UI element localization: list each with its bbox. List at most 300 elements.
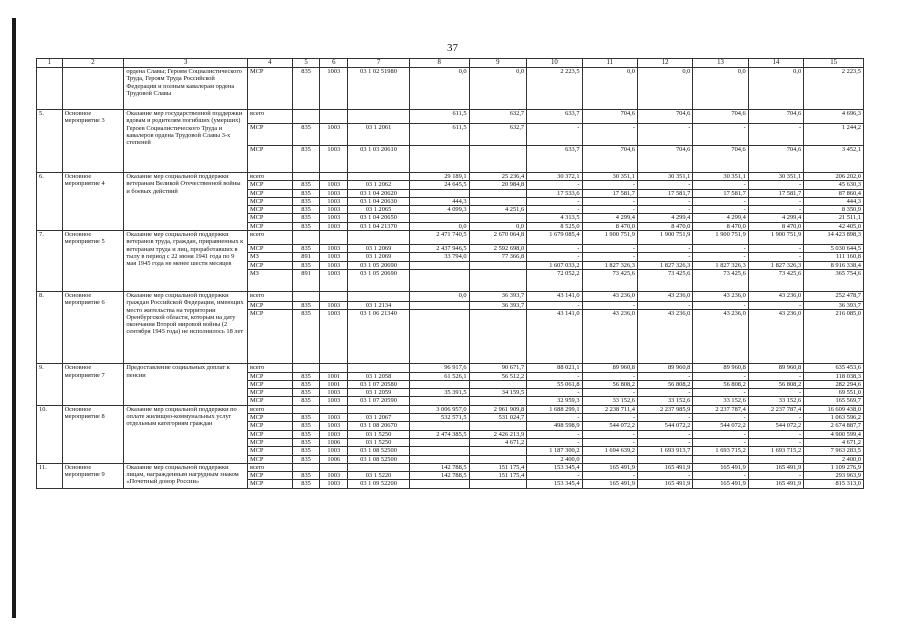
value-cell: - — [582, 430, 637, 438]
value-cell: 56 808,2 — [693, 380, 748, 388]
value-cell: - — [693, 206, 748, 214]
target-article-cell: 03 1 07 20580 — [348, 380, 410, 388]
code-cell: 835 — [292, 146, 320, 173]
code-cell: 835 — [292, 455, 320, 463]
column-number-cell: 10 — [527, 59, 582, 68]
value-cell: 2 238 711,4 — [582, 405, 637, 413]
value-cell: 2 592 698,0 — [469, 245, 527, 253]
value-cell: 704,6 — [693, 110, 748, 124]
value-cell — [469, 397, 527, 405]
value-cell — [409, 189, 469, 197]
value-cell: 43 236,0 — [582, 310, 637, 364]
code-cell — [292, 463, 320, 471]
code-cell: 835 — [292, 380, 320, 388]
activity-description-cell: Оказание мер социальной поддержки по оплате жилищно-коммунальных услуг отдельным категориям граждан — [124, 405, 248, 463]
code-cell: 1003 — [320, 414, 348, 422]
value-cell: - — [582, 472, 637, 480]
total-cell: 36 393,7 — [804, 301, 864, 309]
target-article-cell: 03 1 5250 — [348, 438, 410, 446]
value-cell: - — [748, 301, 803, 309]
code-cell: 1003 — [320, 68, 348, 110]
executor-cell: МСР — [247, 301, 292, 309]
value-cell: 0,0 — [582, 68, 637, 110]
value-cell: - — [748, 372, 803, 380]
value-cell — [582, 455, 637, 463]
value-cell: 2 237 985,9 — [637, 405, 692, 413]
value-cell: - — [637, 245, 692, 253]
column-number-cell: 9 — [469, 59, 527, 68]
column-number-cell: 14 — [748, 59, 803, 68]
value-cell — [409, 269, 469, 291]
total-cell: 2 674 887,7 — [804, 422, 864, 430]
value-cell: - — [693, 245, 748, 253]
table-row — [37, 110, 864, 124]
code-cell: 835 — [292, 301, 320, 309]
value-cell: 165 491,9 — [582, 463, 637, 471]
value-cell: 35 391,5 — [409, 389, 469, 397]
code-cell: 1001 — [320, 380, 348, 388]
value-cell: 165 491,9 — [748, 480, 803, 489]
code-cell: 1003 — [320, 189, 348, 197]
code-cell — [320, 364, 348, 372]
value-cell: 8 470,0 — [582, 222, 637, 230]
value-cell: - — [693, 472, 748, 480]
value-cell: - — [582, 372, 637, 380]
activity-type-cell: Основное мероприятие 6 — [62, 291, 124, 363]
total-cell: 45 630,3 — [804, 181, 864, 189]
code-cell: 1003 — [320, 197, 348, 205]
table-row — [37, 291, 864, 301]
total-cell: 3 452,1 — [804, 146, 864, 173]
activity-description-cell: Оказание мер социальной поддержки ветеранов труда, граждан, приравненных к ветеранам труда и лиц, проработавших в тылу в период с 22 июня 1941 года по 9 мая 1945 года не менее шести месяцев — [124, 231, 248, 292]
total-cell: 5 030 644,5 — [804, 245, 864, 253]
value-cell: 30 372,1 — [527, 173, 582, 181]
value-cell: - — [748, 438, 803, 446]
code-cell: 1003 — [320, 206, 348, 214]
table-row — [37, 405, 864, 413]
code-cell: 1003 — [320, 222, 348, 230]
value-cell: 33 152,6 — [582, 397, 637, 405]
value-cell — [469, 214, 527, 222]
value-cell: 0,0 — [748, 68, 803, 110]
column-number-cell: 13 — [693, 59, 748, 68]
budget-table — [36, 58, 864, 489]
value-cell: 33 794,0 — [409, 253, 469, 261]
target-article-cell: 03 1 08 52500 — [348, 455, 410, 463]
value-cell: 73 425,6 — [693, 269, 748, 291]
value-cell: 151 175,4 — [469, 472, 527, 480]
value-cell — [469, 146, 527, 173]
value-cell — [409, 310, 469, 364]
value-cell — [409, 146, 469, 173]
target-article-cell: 03 1 2058 — [348, 372, 410, 380]
total-cell: 252 478,7 — [804, 291, 864, 301]
target-article-cell: 03 1 2069 — [348, 245, 410, 253]
value-cell: - — [748, 389, 803, 397]
executor-cell: МЗ — [247, 253, 292, 261]
value-cell: 153 345,4 — [527, 463, 582, 471]
code-cell: 1003 — [320, 181, 348, 189]
value-cell: - — [637, 197, 692, 205]
value-cell: - — [527, 438, 582, 446]
value-cell: - — [748, 245, 803, 253]
executor-cell: МСР — [247, 181, 292, 189]
value-cell: - — [693, 253, 748, 261]
value-cell: - — [582, 301, 637, 309]
code-cell: 1003 — [320, 146, 348, 173]
value-cell: 142 788,5 — [409, 472, 469, 480]
value-cell: 72 052,2 — [527, 269, 582, 291]
value-cell: 2 670 064,8 — [469, 231, 527, 245]
value-cell: 611,5 — [409, 124, 469, 146]
value-cell: 165 491,9 — [637, 463, 692, 471]
target-article-cell — [348, 291, 410, 301]
activity-type-cell: Основное мероприятие 9 — [62, 463, 124, 489]
activity-description-cell: Оказание мер социальной поддержки ветеранам Великой Отечественной войны и боевых действий — [124, 173, 248, 231]
value-cell: 43 236,0 — [748, 291, 803, 301]
value-cell: - — [748, 253, 803, 261]
value-cell: 8 470,0 — [693, 222, 748, 230]
value-cell: - — [693, 372, 748, 380]
executor-cell: всего — [247, 463, 292, 471]
value-cell: 1 827 326,3 — [748, 261, 803, 269]
value-cell: 0,0 — [469, 222, 527, 230]
value-cell: - — [527, 253, 582, 261]
value-cell: 89 960,8 — [748, 364, 803, 372]
header-row — [37, 59, 864, 68]
value-cell: 165 491,9 — [693, 463, 748, 471]
value-cell — [409, 438, 469, 446]
total-cell: 365 754,6 — [804, 269, 864, 291]
value-cell: 704,6 — [582, 146, 637, 173]
value-cell: - — [637, 181, 692, 189]
value-cell: - — [527, 389, 582, 397]
target-article-cell: 03 1 06 21340 — [348, 310, 410, 364]
total-cell: 21 511,1 — [804, 214, 864, 222]
executor-cell: всего — [247, 405, 292, 413]
code-cell: 891 — [292, 269, 320, 291]
total-cell: 7 963 283,5 — [804, 447, 864, 455]
value-cell: - — [582, 389, 637, 397]
value-cell: 704,6 — [582, 110, 637, 124]
code-cell: 1003 — [320, 422, 348, 430]
total-cell: 4 671,2 — [804, 438, 864, 446]
code-cell: 835 — [292, 422, 320, 430]
value-cell: 704,6 — [748, 110, 803, 124]
value-cell: 165 491,9 — [693, 480, 748, 489]
value-cell: 0,0 — [409, 68, 469, 110]
value-cell — [409, 480, 469, 489]
value-cell: 531 024,7 — [469, 414, 527, 422]
value-cell: 0,0 — [469, 68, 527, 110]
value-cell: 43 236,0 — [637, 291, 692, 301]
code-cell — [292, 405, 320, 413]
code-cell: 835 — [292, 397, 320, 405]
value-cell: - — [748, 206, 803, 214]
value-cell: 1 607 033,2 — [527, 261, 582, 269]
column-number-cell: 6 — [320, 59, 348, 68]
value-cell: 56 808,2 — [582, 380, 637, 388]
code-cell: 1003 — [320, 389, 348, 397]
table-row — [37, 173, 864, 181]
target-article-cell: 03 1 05 20690 — [348, 269, 410, 291]
value-cell: 153 345,4 — [527, 480, 582, 489]
value-cell: - — [637, 124, 692, 146]
value-cell: 30 351,1 — [582, 173, 637, 181]
value-cell: 1 827 326,3 — [693, 261, 748, 269]
code-cell: 1003 — [320, 269, 348, 291]
value-cell: 36 393,7 — [469, 301, 527, 309]
value-cell: 96 917,6 — [409, 364, 469, 372]
activity-description-cell: Оказание мер социальной поддержки граждан Российской Федерации, имеющих место жительства на территории Оренбургской области, которым на дату окончания Второй мировой войны (2 сентября 1945 года) не исполнилось 18 лет — [124, 291, 248, 363]
value-cell: - — [748, 414, 803, 422]
target-article-cell: 03 1 2067 — [348, 414, 410, 422]
value-cell: 611,5 — [409, 110, 469, 124]
value-cell: 1 187 300,2 — [527, 447, 582, 455]
executor-cell: всего — [247, 231, 292, 245]
value-cell: 544 072,2 — [693, 422, 748, 430]
code-cell: 835 — [292, 206, 320, 214]
value-cell: 544 072,2 — [582, 422, 637, 430]
value-cell: 25 236,4 — [469, 173, 527, 181]
code-cell: 835 — [292, 124, 320, 146]
code-cell — [320, 173, 348, 181]
total-cell: 165 569,7 — [804, 397, 864, 405]
value-cell: 633,7 — [527, 110, 582, 124]
target-article-cell: 03 1 09 52200 — [348, 480, 410, 489]
value-cell: 17 581,7 — [582, 189, 637, 197]
value-cell: 4 313,5 — [527, 214, 582, 222]
value-cell: - — [582, 253, 637, 261]
executor-cell: МСР — [247, 397, 292, 405]
column-number-cell: 5 — [292, 59, 320, 68]
value-cell: 43 236,0 — [637, 310, 692, 364]
target-article-cell: 03 1 2134 — [348, 301, 410, 309]
value-cell — [469, 197, 527, 205]
code-cell — [292, 173, 320, 181]
value-cell: 544 072,2 — [637, 422, 692, 430]
code-cell — [320, 405, 348, 413]
executor-cell: МСР — [247, 480, 292, 489]
value-cell: - — [582, 438, 637, 446]
column-number-cell: 2 — [62, 59, 124, 68]
value-cell: - — [748, 472, 803, 480]
executor-cell: МЗ — [247, 269, 292, 291]
value-cell: 2 400,0 — [527, 455, 582, 463]
target-article-cell: 03 1 08 52500 — [348, 447, 410, 455]
value-cell: - — [637, 389, 692, 397]
target-article-cell: 03 1 2069 — [348, 253, 410, 261]
total-cell: 635 453,6 — [804, 364, 864, 372]
activity-type-cell: Основное мероприятие 8 — [62, 405, 124, 463]
executor-cell: МСР — [247, 380, 292, 388]
value-cell: 20 984,8 — [469, 181, 527, 189]
code-cell: 1003 — [320, 397, 348, 405]
executor-cell: всего — [247, 173, 292, 181]
code-cell: 835 — [292, 372, 320, 380]
executor-cell: МСР — [247, 447, 292, 455]
value-cell: 56 808,2 — [748, 380, 803, 388]
value-cell: 704,6 — [693, 146, 748, 173]
value-cell — [409, 214, 469, 222]
value-cell: 704,6 — [637, 146, 692, 173]
value-cell: 17 581,7 — [693, 189, 748, 197]
value-cell: 43 141,0 — [527, 310, 582, 364]
total-cell: 4 900 599,4 — [804, 430, 864, 438]
value-cell: - — [693, 197, 748, 205]
total-cell: 2 400,0 — [804, 455, 864, 463]
value-cell: 4 299,4 — [582, 214, 637, 222]
target-article-cell: 03 1 03 20610 — [348, 146, 410, 173]
value-cell: 2 237 787,4 — [693, 405, 748, 413]
value-cell: 36 393,7 — [469, 291, 527, 301]
value-cell: - — [582, 197, 637, 205]
value-cell: 4 251,6 — [469, 206, 527, 214]
binder-edge — [12, 18, 16, 618]
target-article-cell: 03 1 07 20590 — [348, 397, 410, 405]
code-cell — [320, 231, 348, 245]
executor-cell: МСР — [247, 455, 292, 463]
value-cell: 30 351,1 — [693, 173, 748, 181]
column-number-cell: 11 — [582, 59, 637, 68]
value-cell: 32 959,3 — [527, 397, 582, 405]
value-cell: 633,7 — [527, 146, 582, 173]
target-article-cell — [348, 110, 410, 124]
target-article-cell — [348, 463, 410, 471]
column-number-cell: 12 — [637, 59, 692, 68]
target-article-cell: 03 1 04 20630 — [348, 197, 410, 205]
value-cell — [469, 269, 527, 291]
value-cell: 55 061,8 — [527, 380, 582, 388]
value-cell: 61 526,1 — [409, 372, 469, 380]
code-cell — [292, 110, 320, 124]
row-number-cell: 6. — [37, 173, 63, 231]
activity-description-cell: Оказание мер государственной поддержки вдовам и родителям погибших (умерших) Героев Социалистического Труда и кавалеров ордена Трудовой Славы 3-х степеней — [124, 110, 248, 173]
target-article-cell — [348, 173, 410, 181]
value-cell: 1 694 639,2 — [582, 447, 637, 455]
value-cell: 3 006 957,0 — [409, 405, 469, 413]
value-cell: 4 299,4 — [748, 214, 803, 222]
value-cell: - — [582, 206, 637, 214]
value-cell: - — [637, 253, 692, 261]
activity-type-cell: Основное мероприятие 5 — [62, 231, 124, 292]
value-cell: 1 900 751,9 — [693, 231, 748, 245]
code-cell: 1006 — [320, 438, 348, 446]
value-cell — [469, 447, 527, 455]
value-cell: - — [527, 414, 582, 422]
value-cell: 89 960,8 — [693, 364, 748, 372]
code-cell: 835 — [292, 389, 320, 397]
value-cell: 33 152,6 — [637, 397, 692, 405]
value-cell: - — [527, 430, 582, 438]
code-cell: 835 — [292, 310, 320, 364]
value-cell: 2 426 213,9 — [469, 430, 527, 438]
value-cell — [409, 301, 469, 309]
value-cell: 1 693 715,2 — [748, 447, 803, 455]
value-cell: 444,3 — [409, 197, 469, 205]
total-cell: 444,3 — [804, 197, 864, 205]
value-cell: 73 425,6 — [637, 269, 692, 291]
value-cell: 151 175,4 — [469, 463, 527, 471]
value-cell: 1 827 326,3 — [582, 261, 637, 269]
value-cell: - — [527, 124, 582, 146]
code-cell: 1003 — [320, 301, 348, 309]
total-cell: 4 696,3 — [804, 110, 864, 124]
total-cell: 2 223,5 — [804, 68, 864, 110]
value-cell: 43 141,0 — [527, 291, 582, 301]
executor-cell: МСР — [247, 68, 292, 110]
value-cell — [637, 455, 692, 463]
code-cell: 835 — [292, 197, 320, 205]
value-cell: 1 693 715,2 — [693, 447, 748, 455]
row-number-cell: 10. — [37, 405, 63, 463]
column-number-cell: 4 — [247, 59, 292, 68]
value-cell: 34 159,5 — [469, 389, 527, 397]
target-article-cell: 03 1 02 51980 — [348, 68, 410, 110]
page-number: 37 — [447, 42, 458, 54]
row-number-cell: 5. — [37, 110, 63, 173]
value-cell — [748, 455, 803, 463]
code-cell: 835 — [292, 222, 320, 230]
value-cell: 1 688 299,1 — [527, 405, 582, 413]
value-cell — [409, 261, 469, 269]
value-cell — [469, 310, 527, 364]
value-cell: 632,7 — [469, 124, 527, 146]
value-cell — [409, 397, 469, 405]
code-cell — [292, 291, 320, 301]
total-cell: 8 350,9 — [804, 206, 864, 214]
code-cell — [292, 364, 320, 372]
code-cell: 1003 — [320, 430, 348, 438]
value-cell: 56 512,2 — [469, 372, 527, 380]
value-cell: - — [748, 430, 803, 438]
value-cell: 73 425,6 — [582, 269, 637, 291]
code-cell: 1003 — [320, 124, 348, 146]
value-cell: - — [527, 181, 582, 189]
target-article-cell: 03 1 04 21370 — [348, 222, 410, 230]
value-cell: - — [527, 301, 582, 309]
target-article-cell — [348, 405, 410, 413]
code-cell: 1003 — [320, 480, 348, 489]
code-cell: 1006 — [320, 455, 348, 463]
value-cell: - — [693, 414, 748, 422]
activity-description-cell: Оказание мер социальной поддержки лицам, награжденным нагрудным знаком «Почетный донор России» — [124, 463, 248, 489]
value-cell: 8 470,0 — [748, 222, 803, 230]
value-cell: 33 152,6 — [748, 397, 803, 405]
column-number-cell: 8 — [409, 59, 469, 68]
value-cell — [409, 447, 469, 455]
column-number-cell: 15 — [804, 59, 864, 68]
activity-type-cell: Основное мероприятие 3 — [62, 110, 124, 173]
total-cell: 282 294,6 — [804, 380, 864, 388]
code-cell — [320, 291, 348, 301]
executor-cell: МСР — [247, 124, 292, 146]
value-cell: 165 491,9 — [637, 480, 692, 489]
row-number-cell — [37, 68, 63, 110]
value-cell: 30 351,1 — [748, 173, 803, 181]
value-cell: 2 474 385,5 — [409, 430, 469, 438]
value-cell: - — [527, 206, 582, 214]
value-cell: 1 693 913,7 — [637, 447, 692, 455]
total-cell: 14 423 898,3 — [804, 231, 864, 245]
value-cell: 43 236,0 — [582, 291, 637, 301]
value-cell: 1 900 751,9 — [748, 231, 803, 245]
value-cell: 544 072,2 — [748, 422, 803, 430]
target-article-cell: 03 1 5220 — [348, 472, 410, 480]
code-cell: 1003 — [320, 472, 348, 480]
table-row — [37, 463, 864, 471]
value-cell: - — [748, 181, 803, 189]
